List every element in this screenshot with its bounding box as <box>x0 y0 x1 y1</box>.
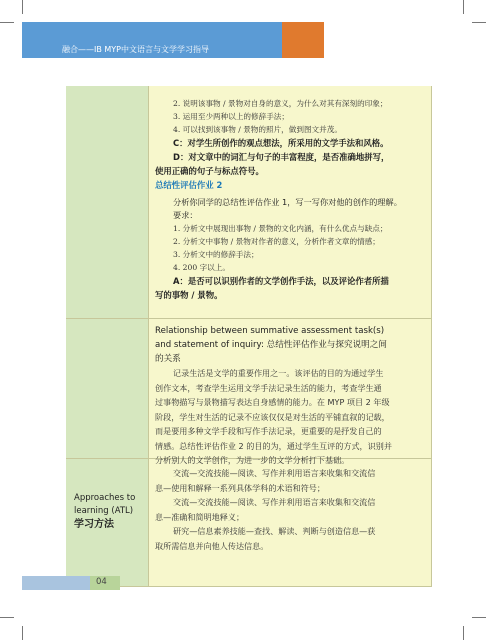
column-divider <box>148 86 149 586</box>
crop-mark <box>0 617 14 618</box>
atl-label-en: Approaches to <box>74 493 136 503</box>
task2-heading: 总结性评估作业 2 <box>155 180 223 190</box>
crop-mark <box>472 22 486 23</box>
atl-line: 取所需信息并向他人传达信息。 <box>155 540 269 551</box>
relationship-paragraph-line: 情感。总结性评估作业 2 的目的为，通过学生互评的方式，识别并 <box>155 440 392 451</box>
row-divider <box>66 318 432 319</box>
footer-bar <box>22 576 90 590</box>
task2-item: 4. 200 字以上。 <box>173 263 230 272</box>
header-accent-block <box>282 22 324 58</box>
relationship-cell <box>155 324 425 468</box>
criteria-item: 2. 说明该事物 / 景物对自身的意义，为什么对其有深刻的印象； <box>173 99 388 108</box>
atl-line: 息—准确和简明地释义； <box>155 511 245 522</box>
crop-mark <box>22 0 23 14</box>
task2-item: 1. 分析文中展现出事物 / 景物的文化内涵，有什么优点与缺点； <box>173 224 388 233</box>
relationship-heading: and statement of inquiry: 总结性评估作业与探究说明之间 <box>155 340 387 350</box>
crop-mark <box>472 617 486 618</box>
criterion-a: A：是否可以识别作者的文学创作手法，以及评论作者所描 <box>173 276 389 286</box>
crop-mark <box>22 626 23 640</box>
atl-label-cn: 学习方法 <box>74 519 114 530</box>
page-number: 04 <box>96 577 107 587</box>
relationship-paragraph-line: 过事物描写与景物描写表达自身感情的能力。在 MYP 项目 2 年级 <box>155 397 390 407</box>
criterion-a-continued: 写的事物 / 景物。 <box>155 290 223 300</box>
criteria-item: 4. 可以找到该事物 / 景物的照片，做到图文并茂。 <box>173 125 342 134</box>
crop-mark <box>463 626 464 640</box>
atl-label <box>74 492 148 532</box>
atl-line: 研究—信息素养技能—查找、解读、判断与创造信息—获 <box>173 526 376 536</box>
atl-line: 交流—交流技能—阅读、写作并利用语言来收集和交流信 <box>173 497 376 507</box>
running-header-title: 融合——IB MYP中文语言与文学学习指导 <box>62 45 210 54</box>
criteria-item: 3. 运用至少两种以上的修辞手法； <box>173 112 289 121</box>
relationship-heading: 的关系 <box>155 354 181 364</box>
relationship-paragraph-line: 分析别人的文学创作，为进一步的文学分析打下基础。 <box>155 455 350 465</box>
criteria-cell <box>155 97 425 302</box>
relationship-heading: Relationship between summative assessment task(s) <box>155 326 385 336</box>
relationship-paragraph-line: 创作文本，考查学生运用文学手法记录生活的能力，考查学生通 <box>155 382 382 393</box>
atl-cell <box>155 466 425 553</box>
relationship-paragraph-line: 记录生活是文学的重要作用之一。该评估的目的为通过学生 <box>173 368 384 378</box>
table-right-border <box>431 86 432 586</box>
crop-mark <box>463 0 464 14</box>
task2-item: 2. 分析文中事物 / 景物对作者的意义，分析作者文章的情感； <box>173 237 380 246</box>
atl-label-en: learning (ATL) <box>74 506 134 516</box>
crop-mark <box>0 22 14 23</box>
atl-line: 息—使用和解释一系列具体学科的术语和符号； <box>155 482 325 493</box>
task2-intro: 分析你同学的总结性评估作业 1，写一写你对他的创作的理解。 <box>173 197 402 207</box>
task2-item: 3. 分析文中的修辞手法； <box>173 250 259 259</box>
relationship-paragraph-line: 阶段，学生对生活的记录不应该仅仅是对生活的平铺直叙的记载， <box>155 411 390 422</box>
criterion-c: C：对学生所创作的观点想法，所采用的文学手法和风格。 <box>173 138 389 148</box>
relationship-paragraph-line: 而是要用多种文学手段和写作手法记录，更重要的是抒发自己的 <box>155 426 382 436</box>
criterion-d-continued: 使用正确的句子与标点符号。 <box>155 166 264 176</box>
table-bottom-border <box>66 586 432 587</box>
atl-line: 交流—交流技能—阅读、写作并利用语言来收集和交流信 <box>173 468 376 478</box>
criterion-d: D：对文章中的词汇与句子的丰富程度，是否准确地拼写， <box>173 152 390 162</box>
task2-requirements-label: 要求： <box>173 210 198 220</box>
